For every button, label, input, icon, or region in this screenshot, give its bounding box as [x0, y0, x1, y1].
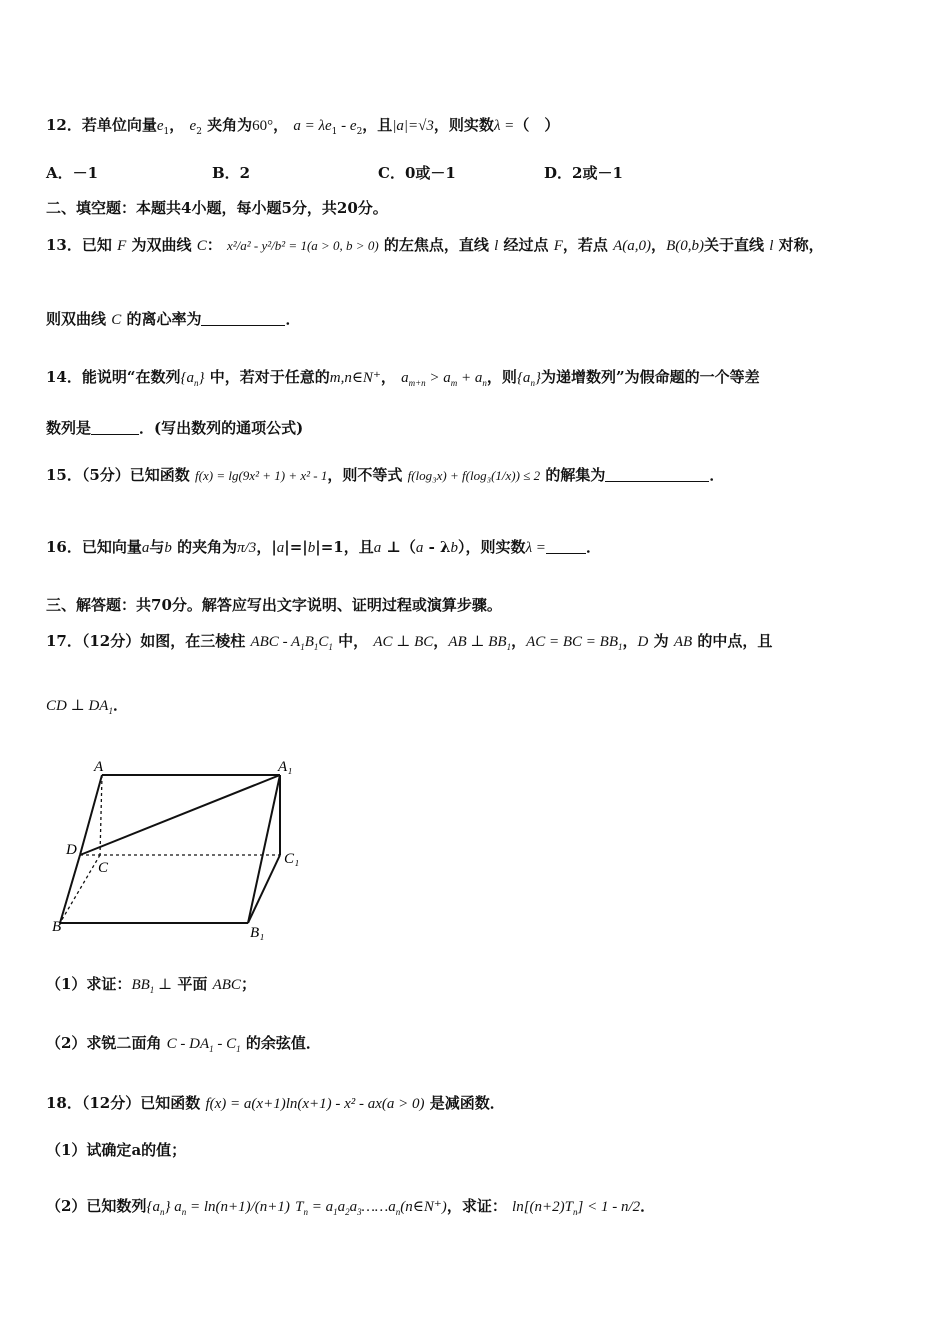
edge-d-b: [60, 855, 80, 923]
edge-b1-a1: [248, 775, 280, 923]
label-c: C: [98, 860, 109, 876]
hidden-edge-c-b: [60, 855, 100, 923]
q18-line1: 18．（12分）已知函数 f(x) = a(x+1)ln(x+1) - x² - ax(a > 0) 是减函数．: [46, 1094, 505, 1112]
q12-stem: 12．若单位向量$e_1$， $e_2$ 夹角为60°， $a = \lambda e_1 - e_2$，且|a|=√3，则实数λ =（ ）: [46, 116, 560, 137]
q17-line1: 17．（12分）如图，在三棱柱 ABC - $A_1B_1C_1$ 中， AC ⊥ BC，AB ⊥ $BB_1$，AC = BC = $BB_1$，D 为 AB 的中点，且: [46, 632, 773, 652]
prism-figure: [50, 755, 320, 945]
label-d: D: [66, 842, 77, 858]
q12-option-d: D．2或－1: [544, 164, 623, 182]
label-a: A: [94, 759, 104, 775]
hidden-edge-a-c: [100, 775, 102, 855]
q18-sub1: （1）试确定a的值；: [46, 1141, 187, 1159]
q15-stem: 15．（5分）已知函数 f(x) = lg(9x² + 1) + x² - 1，则不等式 f(log₃x) + f(log₃(1/x)) ≤ 2 的解集为 ．: [46, 466, 725, 484]
q14-line2: 数列是 ．(写出数列的通项公式): [46, 419, 304, 437]
label-a1: A₁: [278, 759, 293, 775]
q12-option-a: A．－1: [46, 164, 99, 182]
q13-line1: 13．已知 F 为双曲线 C： x²/a² - y²/b² = 1(a > 0, b > 0) 的左焦点，直线 l 经过点 F，若点 A(a,0)，B(0,b)关于直线 l 对称，: [46, 236, 824, 254]
q12-option-b: B．2: [212, 164, 251, 182]
section-2-heading: 二、填空题：本题共4小题，每小题5分，共20分。: [46, 199, 388, 217]
label-b: B: [52, 919, 62, 935]
q12-option-c: C．0或－1: [378, 164, 456, 182]
edge-a-d: [80, 775, 102, 855]
q17-sub2: （2）求锐二面角 C - $DA_1 - C_1$ 的余弦值．: [46, 1034, 321, 1054]
q18-sub2: （2）已知数列$\{a_n\} a_n = \ln(n+1)/(n+1) T_n$ = $a_1a_2a_3\dots\dots a_n(n\in N^+)$，求证： $\ln[(n+2)T_n] < 1 - n/2$．: [46, 1197, 656, 1217]
q14-line1: 14．能说明“在数列$\{a_n\}$ 中，若对于任意的m,n∈N⁺， $a_{m+n} > a_m + a_n$，则$\{a_n\}$为递增数列”为假命题的一个等差: [46, 368, 760, 388]
q13-line2: 则双曲线 C 的离心率为 ．: [46, 310, 301, 328]
label-b1: B₁: [250, 925, 265, 941]
section-3-heading: 三、解答题：共70分。解答应写出文字说明、证明过程或演算步骤。: [46, 596, 502, 614]
q17-sub1: （1）求证：$BB_1$ ⊥ 平面 ABC；: [46, 975, 256, 995]
q17-line2: CD ⊥ $DA_1$．: [46, 696, 128, 716]
edge-d-a1: [80, 775, 280, 855]
edge-c1-b1: [248, 855, 280, 923]
q16-stem: 16．已知向量a与b 的夹角为π/3，|a|=|b|=1，且a ⊥（a - λb），则实数λ = ．: [46, 538, 601, 556]
label-c1: C₁: [284, 851, 300, 867]
